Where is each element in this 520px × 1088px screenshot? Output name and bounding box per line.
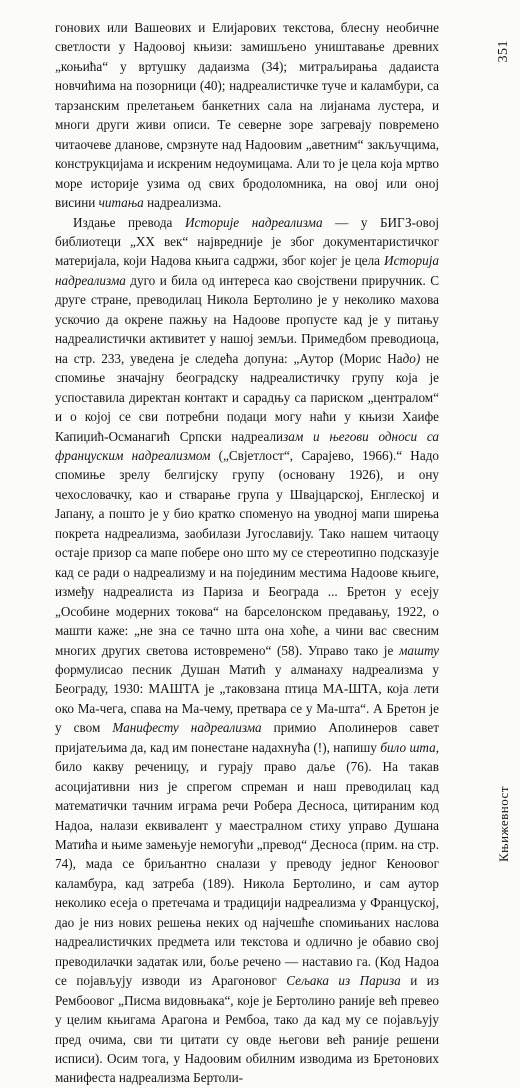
text-line: библиотеци „XX век“ највредније је због документарис [55,233,402,249]
text-line: у Француској, дао је низ нових решења неких од најчешће [55,895,439,930]
text-line: ма и искреним недоумицама. Али то је цела која мртво [129,156,439,172]
text-line: изводима из Бретонових манифеста надреализма Бертоли- [55,1051,439,1086]
text-line: „Писма видовњака“, које је Бертолино раније већ превео [118,992,439,1008]
running-head: Књижевност [496,786,511,862]
text-line: надахнућа (!), напишу било шта, било какву реченицу, и [55,739,440,775]
text-line: лост“, Сарајево, 1966).“ Надо спомиње зрелу белгијску гру [55,447,439,483]
text-line: гих светова истовремено“ (58). Управо тако је машту фор [55,642,440,677]
text-line: у целим књигама Арагона и Рембоа, тако да кад му се [55,1012,378,1028]
text-column [55,18,439,1088]
text-line: у Београду, 1930: МАШТА је „таковзана птица МА-ШТА, [55,661,440,697]
text-line: тичког материјала, који Надова књига садржи, због ко [55,233,439,269]
text-line: мио Аполинеров савет пријатељима да, кад им понестане [55,720,439,755]
text-line: Издање превода Историје надреализма — у БИГЗ-овој [73,214,439,230]
text-line: која лети око Ма-чега, спава на Ма-чему, претвара се у [55,681,439,716]
text-line: играма речи Робера Десноса, цитираним код Надоа, налази [55,798,439,833]
text-line: за и Београда ... Бретон у есеју „Особине модерних токо [55,584,439,619]
paragraph-1 [55,18,439,213]
text-line: ва“ на барселонском предавању, 1922, о машти каже: „не [55,603,439,639]
text-line: спомињаних наслова надреалистичких предмета или [55,914,439,950]
text-line: еквивалент у маестралном стиху управо Душана Матића и [55,817,440,853]
text-line: раније решени исписи). Осим тога, у Надоовим обилним [55,1031,439,1067]
page-number: 351 [496,40,511,63]
text-line: ње древних „коњића“ у вртушку дадаизма (34); митраљира [55,39,439,74]
text-line: каламбура, кад затреба (189). Никола Бертолино, и сам ау [55,875,421,891]
text-line: текстова и одлично је обавио свој преводилачки задатак [55,934,439,969]
text-line: која је успоставила директан контакт и сарадњу са парис [55,370,440,405]
text-line: Ма-шта“. А Бретон је у свом Манифесту надреализма при [55,700,439,736]
text-line: група у Швајцарској, Енглеској и Јапану, а пошто је у [55,486,440,522]
text-line: ним местима Надоове књиге, између надреалиста из Пари [55,564,439,600]
text-line: надреализма, заобилази Југославију. Тако нашем читаоцу [104,525,439,541]
text-line: гонових или Вашеових и Елијарових текстова, блесну нео [55,20,406,35]
text-line: ке туче и каламбури, са тарзанским прелетањем банкетних [55,78,440,113]
paragraph-2 [55,213,439,1088]
text-line: гом спреман и наш преводилац кад математички тачним [55,778,439,814]
text-line: зна се тачно шта она хоће, а чини вас свесним многих дру [55,623,439,658]
text-line: ком „централом“ и о којој се сви потребни подаци могу на [55,389,439,425]
text-line: био кратко споменуо на уводној мапи ширења покрета [55,506,439,541]
text-line: до) не спомиње значајну београдску надреалистичку групу [55,350,439,386]
text-line: сала на лијанама лустера, и многи други живи описи. Те [55,97,440,133]
text-line: са као својствени приручник. С друге стране, преводилац [55,272,439,308]
text-line: јег је цела Историја надреализма дуго и била од интере [55,253,439,288]
text-line: нуте над Надоовим „аветним“ закључцима, конструкција [55,136,439,172]
text-line: Никола Бертолино је у неколико махова ускочио да окре [55,292,440,327]
text-line: тички активитет у нашој земљи. Примедбом преводиоца, [112,331,439,347]
text-line: њиме замењује немогући „превод“ Десноса (прим. на стр. [111,837,440,853]
text-line: остаје призор са мапе побере оно што му се стереотипно [55,545,377,561]
text-line: на стр. 233, уведена је следећа допуна: „Аутор (Морис На [55,350,403,366]
text-line: пу (основану 1926), и ону чехословачку, као и стварање [55,467,439,502]
text-line: ња дадаиста новчићима на позорници (40); надреалистич [55,58,439,94]
text-line: изводи из Арагоновог Сељака из Париза и из Рембоовог [55,973,439,1008]
text-line: тор неколико есеја о претечама и традицији надреализма [55,875,439,911]
text-line: ћи у књизи Хаифе Капиџић-Османагић Српски надреали [55,409,439,444]
text-line: не пажњу на Надоове пропусте кад је у питању надреалис [55,311,439,347]
text-line: северне зоре загревају повремено читаочеве дланове, смрз [55,117,439,152]
text-line: гурају право даље (76). На такав асоцијативни низ је спре [55,759,440,794]
text-line: 74), мада се бриљантно сналази у преводу једног Кеноовог [55,856,439,872]
text-line: појављују пред очима, сви ти цитати су овде његови већ [55,1012,439,1047]
text-line: или, боље речено — наставио га. (Код Надоа се појављују [55,953,440,989]
text-line: зам и његови односи са француским надреализмом („Свјет [55,428,439,463]
text-line: бичне светлости у Надоовој књизи: замишљено уништава [55,20,439,55]
text-line: подсказује кад се ради о надреализму и на поједи [55,545,440,580]
text-line: мулисао песник Душан Матић у алманаху надреализма [76,661,424,677]
text-line: море историје узима од свих бродоломника, на овој или [55,175,407,191]
text-line: оној висини читања надреализма. [55,175,439,211]
